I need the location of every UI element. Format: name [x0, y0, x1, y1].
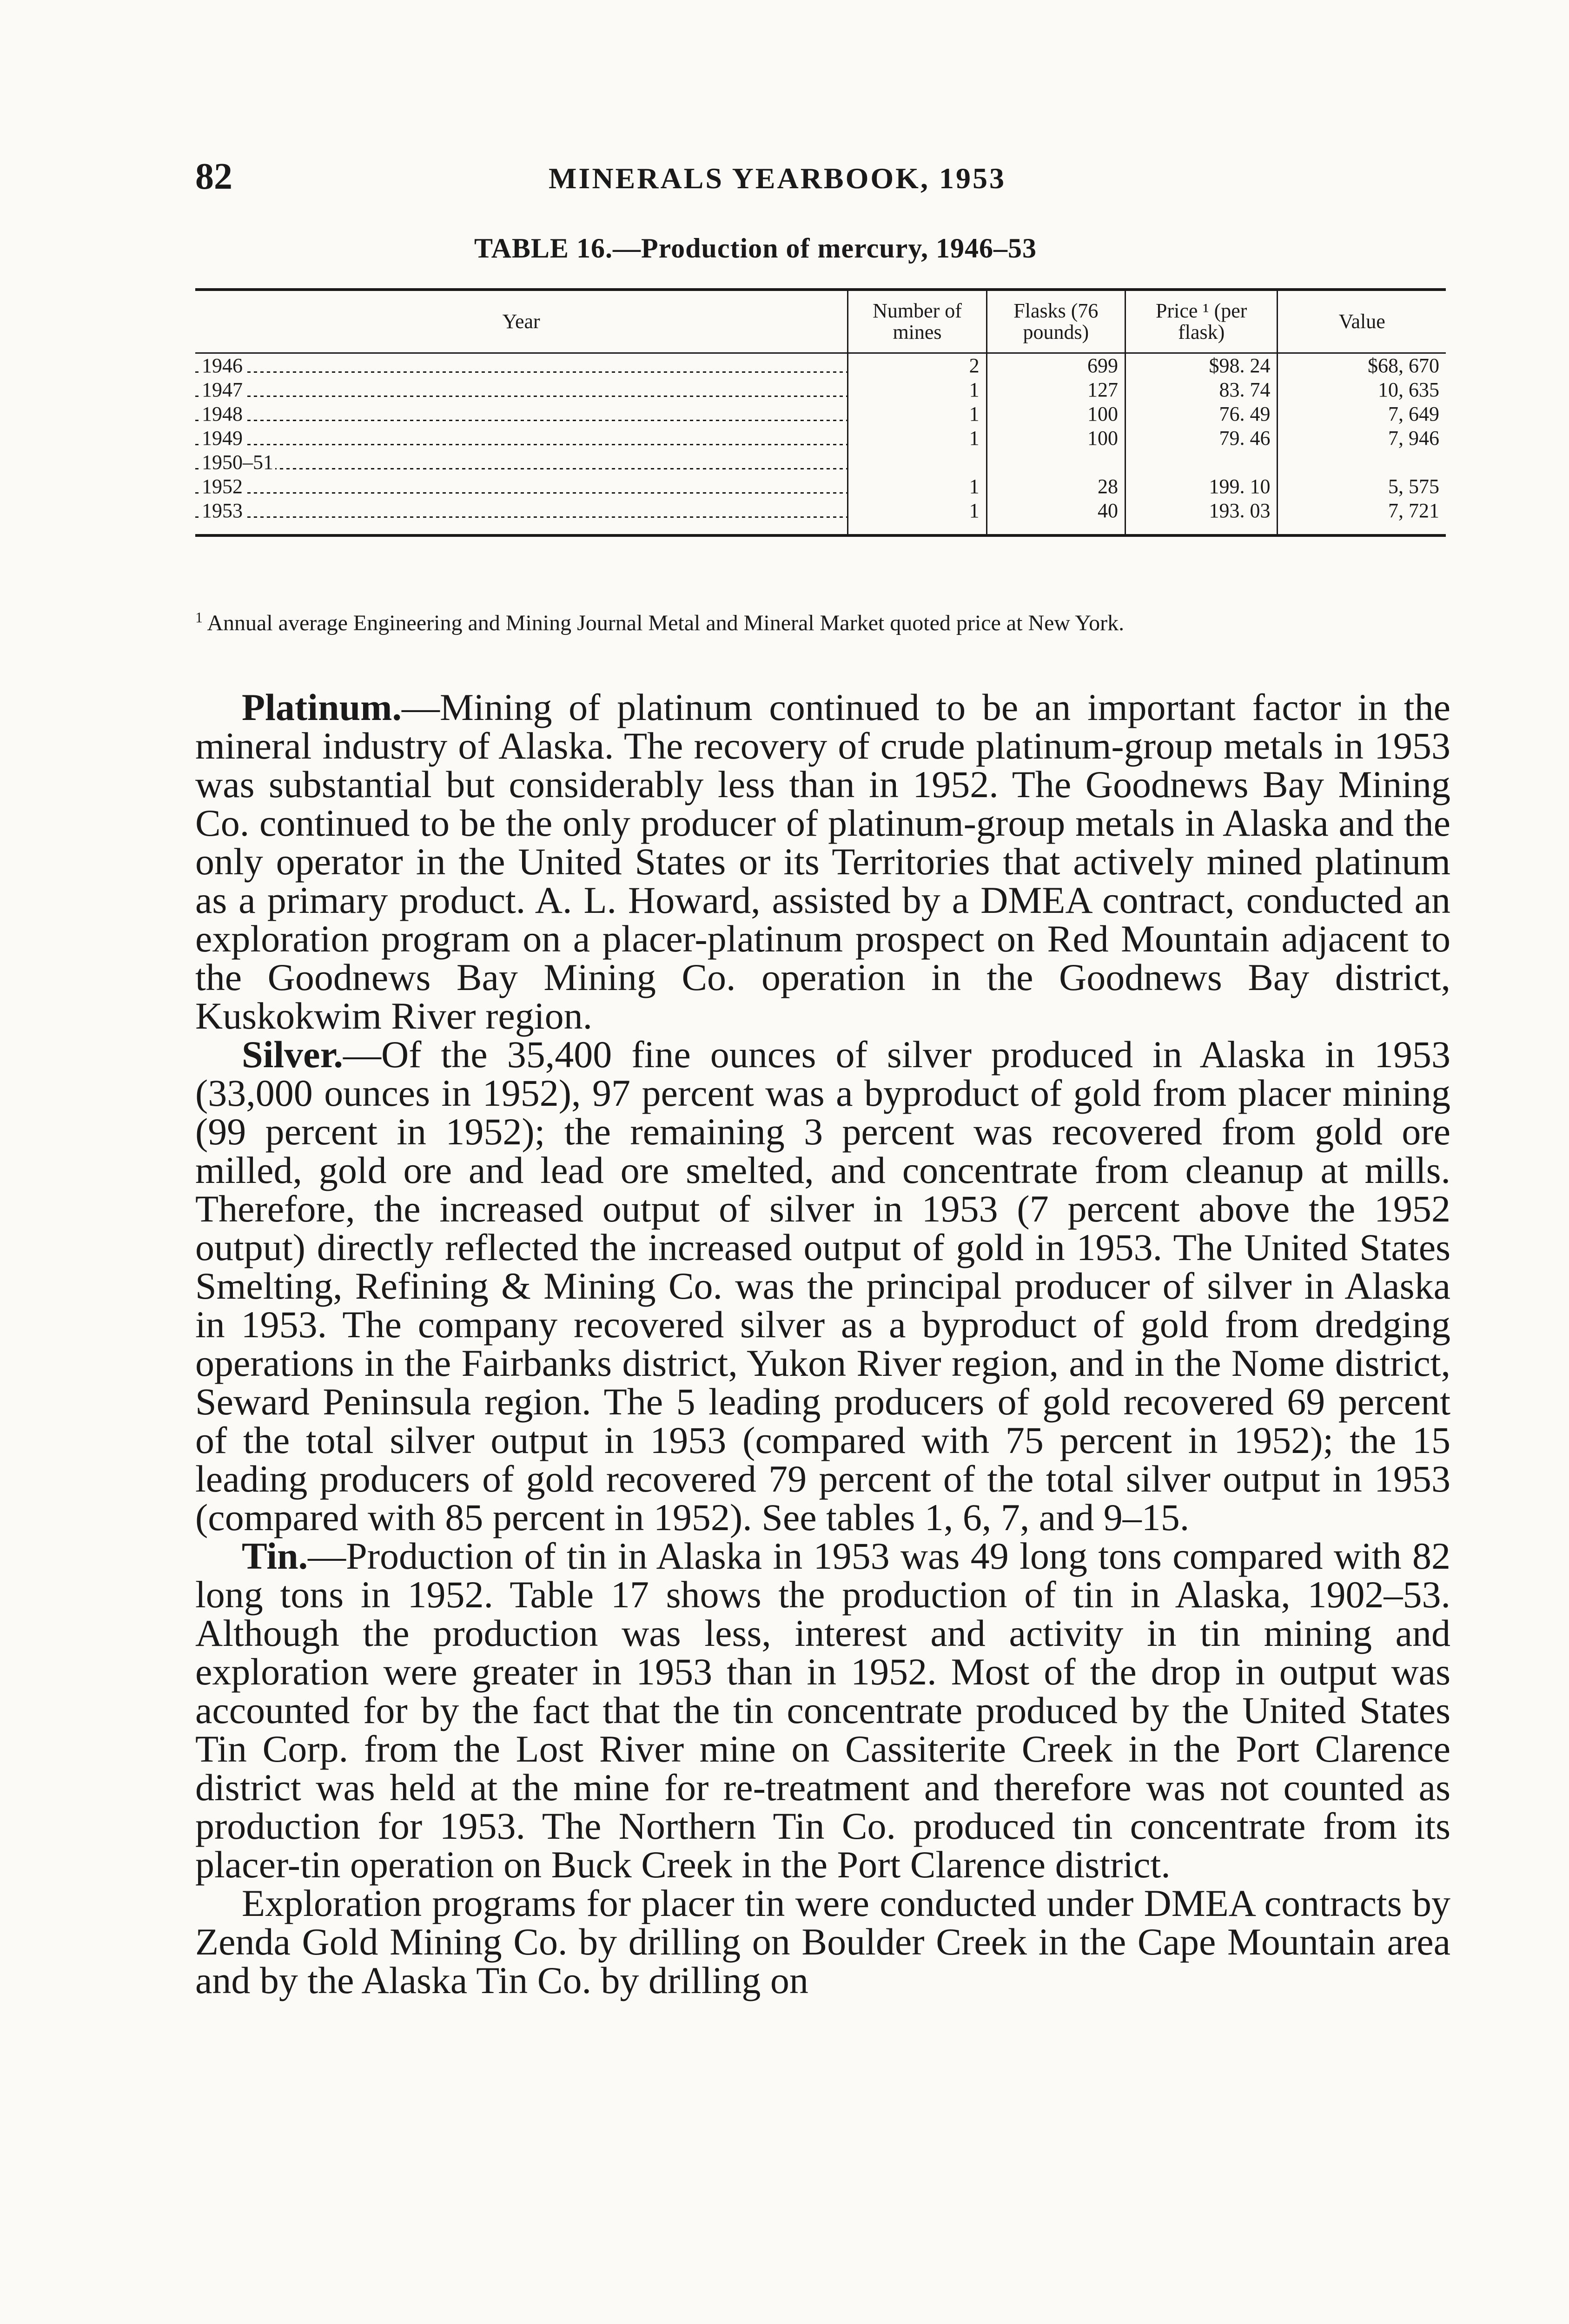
table-header-row [195, 291, 1446, 352]
paragraph-heading: Tin. [242, 1535, 308, 1577]
column-header: Year [502, 310, 540, 333]
mines-cell: 1 [848, 426, 986, 450]
column-header: Value [1278, 291, 1446, 352]
value-cell: 7, 649 [1278, 402, 1446, 426]
table-row [195, 354, 1446, 378]
flasks-cell: 40 [986, 499, 1125, 534]
paragraph-text: —Of the 35,400 fine ounces of silver produced in Alaska in 1953 (33,000 ounces in 1952), 97 percent was a byproduct of gold from placer mining (99 percent in 1952); the remaining 3 percent was recovered from gold ore milled, gold ore and lead ore smelted, and concentrate from cleanup at mills. Therefore, the increased output of silver in 1953 (7 percent above the 1952 output) directly reflected the increased output of gold in 1953. The United States Smelting, Refining & Mining Co. was the principal producer of silver in Alaska in 1953. The company recovered silver as a byproduct of gold from dredging operations in the Fairbanks district, Yukon River region, and in the Nome district, Seward Peninsula region. The 5 leading producers of gold recovered 69 percent of the total silver output in 1953 (compared with 75 percent in 1952); the 15 leading producers of gold recovered 79 percent of the total silver output in 1953 (compared with 85 percent in 1952). See tables 1, 6, 7, and 9–15. [195, 1033, 1450, 1538]
table-row [195, 378, 1446, 402]
value-cell: 7, 721 [1278, 499, 1446, 534]
price-cell: $98. 24 [1125, 354, 1278, 378]
mines-cell: 1 [848, 499, 986, 534]
price-cell: 76. 49 [1125, 402, 1278, 426]
flasks-cell: 699 [986, 354, 1125, 378]
paragraph-heading: Platinum. [242, 686, 402, 728]
price-cell: 193. 03 [1125, 499, 1278, 534]
paragraph-text: —Mining of platinum continued to be an important factor in the mineral industry of Alaska. The recovery of crude platinum-group metals in 1953 was substantial but considerably less than in 1952. The Goodnews Bay Mining Co. continued to be the only producer of platinum-group metals in Alaska and the only operator in the United States or its Territories that actively mined platinum as a primary product. A. L. Howard, assisted by a DMEA contract, conducted an exploration program on a placer-platinum prospect on Red Mountain adjacent to the Goodnews Bay Mining Co. operation in the Goodnews Bay district, Kuskokwim River region. [195, 686, 1450, 1037]
year-cell: 1947 [202, 378, 245, 401]
flasks-cell: 28 [986, 475, 1125, 499]
year-cell: 1953 [202, 499, 245, 522]
running-head: MINERALS YEARBOOK, 1953 [549, 162, 1006, 195]
paragraph-heading: Silver. [242, 1033, 343, 1076]
column-header: Number of mines [848, 291, 986, 352]
year-cell: 1946 [202, 354, 245, 377]
flasks-cell: 127 [986, 378, 1125, 402]
year-cell: 1948 [202, 403, 245, 425]
column-header: Price ¹ (per flask) [1125, 291, 1278, 352]
flasks-cell [986, 450, 1125, 475]
paragraph-tin [195, 1537, 1450, 1884]
mines-cell: 1 [848, 475, 986, 499]
table-row [195, 499, 1446, 534]
table-title: TABLE 16.—Production of mercury, 1946–53 [474, 233, 1037, 264]
mines-cell [848, 450, 986, 475]
paragraph-exploration [195, 1884, 1450, 2000]
paragraph-text: Exploration programs for placer tin were conducted under DMEA contracts by Zenda Gold Mining Co. by drilling on Boulder Creek in the Cape Mountain area and by the Alaska Tin Co. by drilling on [195, 1882, 1450, 2001]
page-number: 82 [195, 156, 232, 197]
table-row [195, 402, 1446, 426]
flasks-cell: 100 [986, 402, 1125, 426]
price-cell [1125, 450, 1278, 475]
value-cell [1278, 450, 1446, 475]
mercury-production-table [195, 288, 1446, 537]
year-cell: 1950–51 [202, 451, 275, 474]
price-cell: 83. 74 [1125, 378, 1278, 402]
body-text [195, 688, 1450, 2000]
mines-cell: 1 [848, 378, 986, 402]
table-row [195, 475, 1446, 499]
mines-cell: 2 [848, 354, 986, 378]
mines-cell: 1 [848, 402, 986, 426]
table-row [195, 450, 1446, 475]
value-cell: 10, 635 [1278, 378, 1446, 402]
footnote-marker: 1 [195, 609, 203, 626]
year-cell: 1952 [202, 475, 245, 498]
table-bottom-rule [195, 534, 1446, 537]
year-cell: 1949 [202, 427, 245, 449]
footnote-text: Annual average Engineering and Mining Journal Metal and Mineral Market quoted price at New York. [207, 611, 1125, 635]
value-cell: 5, 575 [1278, 475, 1446, 499]
value-cell: $68, 670 [1278, 354, 1446, 378]
price-cell: 79. 46 [1125, 426, 1278, 450]
paragraph-text: —Production of tin in Alaska in 1953 was 49 long tons compared with 82 long tons in 1952. Table 17 shows the production of tin in Alaska, 1902–53. Although the production was less, interest and activity in tin mining and exploration were greater in 1953 than in 1952. Most of the drop in output was accounted for by the fact that the tin concentrate produced by the United States Tin Corp. from the Lost River mine on Cassiterite Creek in the Port Clarence district was held at the mine for re-treatment and therefore was not counted as production for 1953. The Northern Tin Co. produced tin concentrate from its placer-tin operation on Buck Creek in the Port Clarence district. [195, 1535, 1450, 1886]
paragraph-platinum [195, 688, 1450, 1035]
table-footnote [195, 604, 1450, 636]
value-cell: 7, 946 [1278, 426, 1446, 450]
column-header: Flasks (76 pounds) [986, 291, 1125, 352]
flasks-cell: 100 [986, 426, 1125, 450]
page-header [195, 156, 1450, 202]
price-cell: 199. 10 [1125, 475, 1278, 499]
table-row [195, 426, 1446, 450]
paragraph-silver [195, 1035, 1450, 1537]
